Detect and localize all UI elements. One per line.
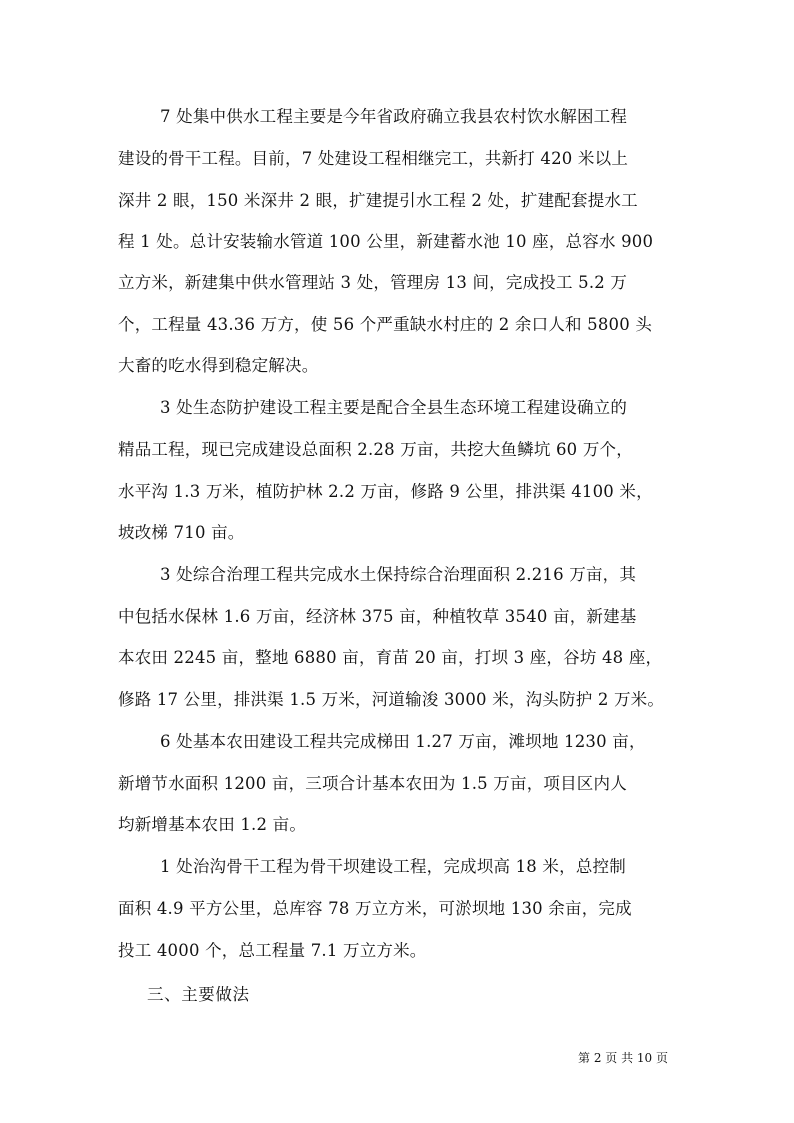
paragraph-4-line-3: 均新增基本农田 1.2 亩。 [118, 815, 307, 834]
paragraph-5-line-2: 面积 4.9 平方公里，总库容 78 万立方米，可淤坝地 130 余亩，完成 [118, 899, 632, 918]
paragraph-2-line-1: 3 处生态防护建设工程主要是配合全县生态环境工程建设确立的 [160, 398, 628, 417]
paragraph-5-line-3: 投工 4000 个，总工程量 7.1 万立方米。 [118, 941, 427, 960]
paragraph-3-line-4: 修路 17 公里，排洪渠 1.5 万米，河道输浚 3000 米，沟头防护 2 万米。 [118, 690, 665, 709]
paragraph-3-line-1: 3 处综合治理工程共完成水土保持综合治理面积 2.216 万亩，其 [160, 565, 637, 584]
paragraph-1-line-7: 大畜的吃水得到稳定解决。 [118, 356, 319, 375]
paragraph-3-line-2: 中包括水保林 1.6 万亩，经济林 375 亩，种植牧草 3540 亩，新建基 [118, 607, 637, 626]
page-number-footer: 第 2 页 共 10 页 [578, 1051, 668, 1065]
paragraph-3-line-3: 本农田 2245 亩，整地 6880 亩，育苗 20 亩，打坝 3 座，谷坊 48 座， [118, 648, 663, 667]
paragraph-1-line-6: 个，工程量 43.36 万方，使 56 个严重缺水村庄的 2 余口人和 5800 头 [118, 315, 653, 334]
paragraph-1-line-1: 7 处集中供水工程主要是今年省政府确立我县农村饮水解困工程 [160, 107, 628, 126]
paragraph-4-line-1: 6 处基本农田建设工程共完成梯田 1.27 万亩，滩坝地 1230 亩， [160, 732, 646, 751]
paragraph-2-line-4: 坡改梯 710 亩。 [118, 523, 245, 542]
paragraph-5-line-1: 1 处治沟骨干工程为骨干坝建设工程，完成坝高 18 米，总控制 [160, 857, 626, 876]
paragraph-2-line-3: 水平沟 1.3 万米，植防护林 2.2 万亩，修路 9 公里，排洪渠 4100 米， [118, 482, 653, 501]
paragraph-1-line-4: 程 1 处。总计安装输水管道 100 公里，新建蓄水池 10 座，总容水 900 [118, 232, 654, 251]
paragraph-4-line-2: 新增节水面积 1200 亩，三项合计基本农田为 1.5 万亩，项目区内人 [118, 774, 627, 793]
paragraph-1-line-5: 立方米，新建集中供水管理站 3 处，管理房 13 间，完成投工 5.2 万 [118, 273, 628, 292]
paragraph-2-line-2: 精品工程，现已完成建设总面积 2.28 万亩，共挖大鱼鳞坑 60 万个， [118, 440, 633, 459]
paragraph-1-line-2: 建设的骨干工程。目前，7 处建设工程相继完工，共新打 420 米以上 [118, 149, 629, 168]
section-heading: 三、主要做法 [147, 985, 250, 1004]
paragraph-1-line-3: 深井 2 眼，150 米深井 2 眼，扩建提引水工程 2 处，扩建配套提水工 [118, 191, 638, 210]
